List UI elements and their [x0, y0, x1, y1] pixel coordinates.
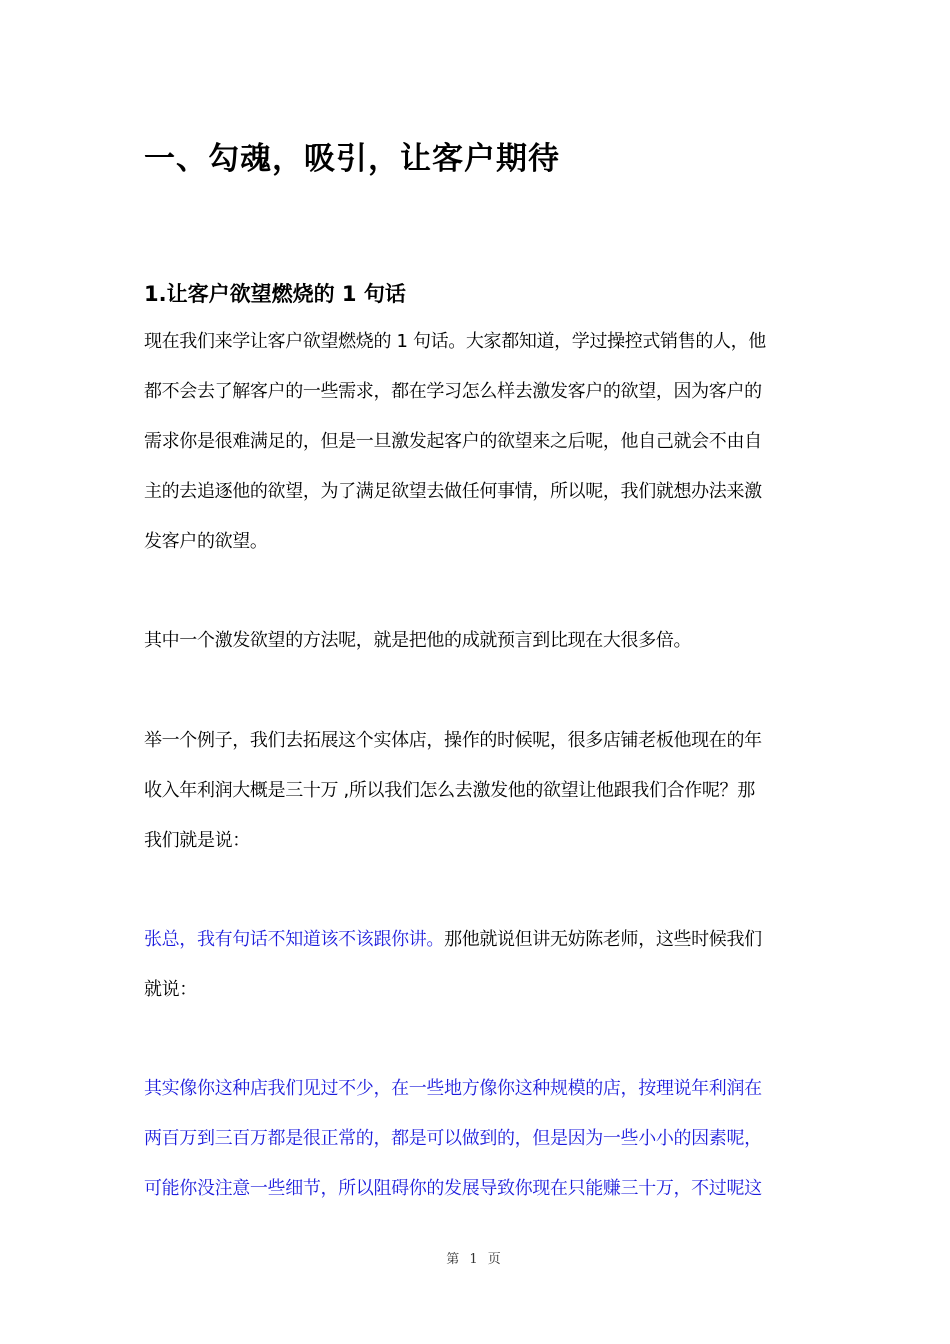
paragraph-1-line-5: 发客户的欲望。 [144, 531, 268, 552]
paragraph-3-line-1: 举一个例子，我们去拓展这个实体店，操作的时候呢，很多店铺老板他现在的年 [144, 730, 762, 751]
paragraph-3-line-2: 收入年利润大概是三十万 ,所以我们怎么去激发他的欲望让他跟我们合作呢？那 [144, 780, 755, 801]
paragraph-1-line-1: 现在我们来学让客户欲望燃烧的 1 句话。大家都知道，学过操控式销售的人，他 [144, 331, 766, 352]
heading-level-2: 1.让客户欲望燃烧的 1 句话 [144, 282, 406, 306]
paragraph-1-line-3: 需求你是很难满足的，但是一旦激发起客户的欲望来之后呢，他自己就会不由自 [144, 431, 762, 452]
paragraph-2: 其中一个激发欲望的方法呢，就是把他的成就预言到比现在大很多倍。 [144, 630, 692, 651]
paragraph-3-line-3: 我们就是说： [144, 830, 250, 851]
heading-level-1: 一、勾魂，吸引，让客户期待 [144, 141, 560, 177]
narration: 那他就说但讲无妨陈老师，这些时候我们 [444, 929, 762, 950]
page-number-footer: 第 1 页 [446, 1252, 504, 1267]
paragraph-5-line-3: 可能你没注意一些细节，所以阻碍你的发展导致你现在只能赚三十万，不过呢这 [144, 1178, 762, 1199]
paragraph-5-line-1: 其实像你这种店我们见过不少，在一些地方像你这种规模的店，按理说年利润在 [144, 1078, 762, 1099]
paragraph-5-line-2: 两百万到三百万都是很正常的，都是可以做到的，但是因为一些小小的因素呢， [144, 1128, 762, 1149]
paragraph-4-line-1 [144, 928, 762, 952]
paragraph-4-line-2: 就说： [144, 979, 197, 1000]
quoted-speech: 张总，我有句话不知道该不该跟你讲。 [144, 929, 445, 950]
paragraph-1-line-2: 都不会去了解客户的一些需求，都在学习怎么样去激发客户的欲望，因为客户的 [144, 381, 762, 402]
paragraph-1-line-4: 主的去追逐他的欲望，为了满足欲望去做任何事情，所以呢，我们就想办法来激 [144, 481, 762, 502]
